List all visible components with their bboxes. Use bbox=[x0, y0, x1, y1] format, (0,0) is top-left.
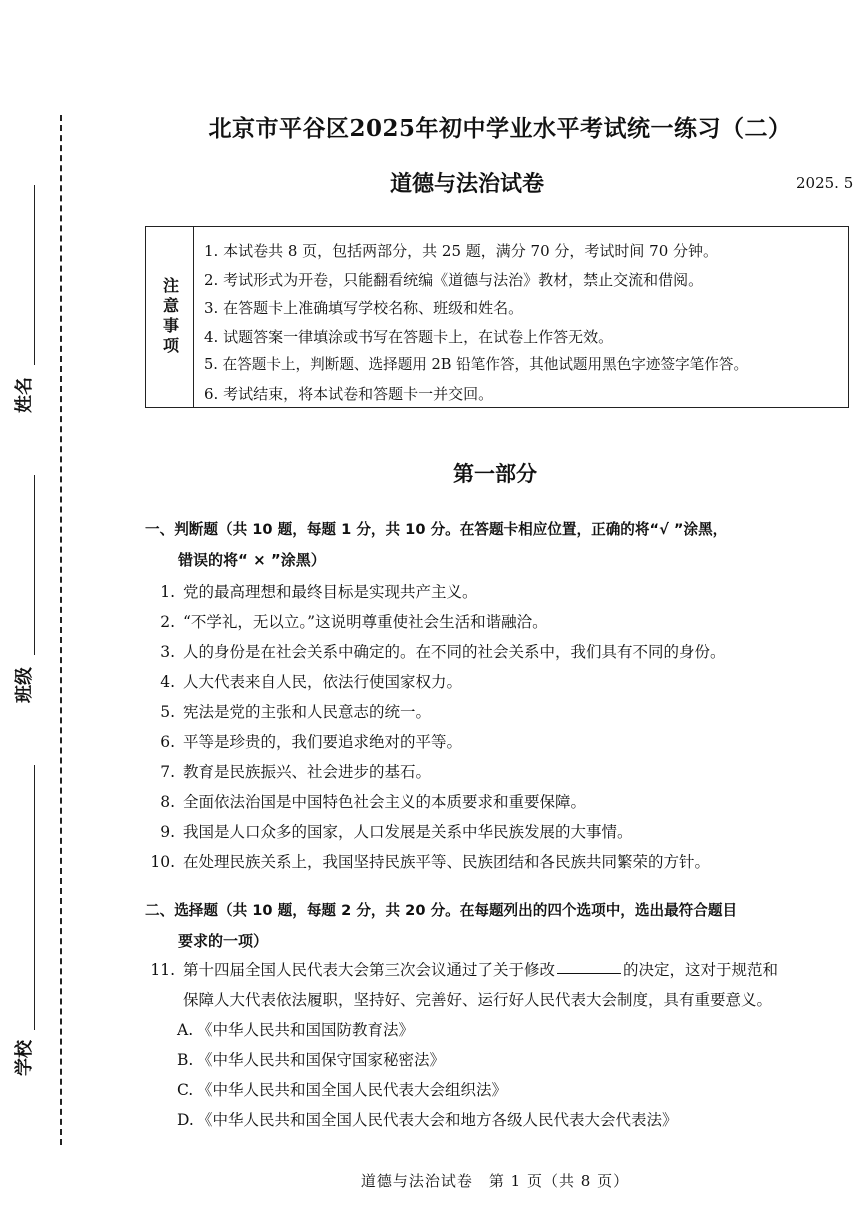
question-11 bbox=[145, 955, 857, 1015]
section2-heading-line2: 要求的一项） bbox=[178, 932, 269, 950]
notice-item: 3. 在答题卡上准确填写学校名称、班级和姓名。 bbox=[204, 299, 524, 318]
school-field-line bbox=[34, 765, 35, 1030]
binding-dashed-line bbox=[60, 115, 62, 1145]
option-b bbox=[177, 1045, 678, 1075]
section2-heading-line1: 二、选择题（共 10 题，每题 2 分，共 20 分。在每题列出的四个选项中，选出最符合题目 bbox=[145, 902, 738, 919]
section1-heading-line2: 错误的将“ × ”涂黑） bbox=[178, 551, 326, 569]
question-item bbox=[145, 667, 855, 697]
notice-item: 5. 在答题卡上，判断题、选择题用 2B 铅笔作答，其他试题用黑色字迹签字笔作答。 bbox=[204, 356, 749, 374]
part-title: 第一部分 bbox=[453, 462, 537, 486]
question-number: 7. bbox=[160, 763, 175, 781]
option-letter: A. bbox=[177, 1021, 194, 1039]
option-text: 《中华人民共和国保守国家秘密法》 bbox=[197, 1051, 446, 1069]
option-letter: C. bbox=[177, 1081, 194, 1099]
question-number: 10. bbox=[150, 853, 175, 871]
question-number: 4. bbox=[160, 673, 175, 691]
notice-item: 2. 考试形式为开卷，只能翻看统编《道德与法治》教材，禁止交流和借阅。 bbox=[204, 270, 704, 289]
question-item bbox=[145, 637, 855, 667]
question-item bbox=[145, 577, 855, 607]
section2-heading bbox=[145, 896, 855, 956]
option-text: 《中华人民共和国全国人民代表大会组织法》 bbox=[197, 1081, 508, 1099]
question-11-options bbox=[177, 1015, 678, 1135]
question-item bbox=[145, 607, 855, 637]
option-d bbox=[177, 1105, 678, 1135]
school-label: 学校 bbox=[14, 1040, 35, 1076]
option-c bbox=[177, 1075, 678, 1105]
notice-heading-cell bbox=[146, 227, 194, 407]
option-letter: D. bbox=[177, 1111, 194, 1129]
question-11-line2: 保障人大代表依法履职，坚持好、完善好、运行好人民代表大会制度，具有重要意义。 bbox=[183, 991, 773, 1009]
question-text: 宪法是党的主张和人民意志的统一。 bbox=[183, 703, 432, 721]
answer-blank bbox=[557, 955, 621, 974]
notice-box bbox=[145, 226, 849, 408]
question-number: 6. bbox=[160, 733, 175, 751]
notice-item: 4. 试题答案一律填涂或书写在答题卡上，在试卷上作答无效。 bbox=[204, 327, 614, 346]
exam-title: 北京市平谷区2025年初中学业水平考试统一练习（二） bbox=[208, 115, 792, 142]
question-text: 党的最高理想和最终目标是实现共产主义。 bbox=[183, 583, 478, 601]
name-field-line bbox=[34, 185, 35, 365]
question-text: “不学礼，无以立。”这说明尊重使社会生活和谐融洽。 bbox=[183, 613, 548, 631]
question-text: 教育是民族振兴、社会进步的基石。 bbox=[183, 763, 432, 781]
question-number: 2. bbox=[160, 613, 175, 631]
question-item bbox=[145, 787, 855, 817]
notice-list bbox=[204, 237, 842, 409]
section1-heading bbox=[145, 515, 855, 575]
question-11-line1 bbox=[145, 955, 857, 985]
question-item bbox=[145, 697, 855, 727]
section1-heading-line1: 一、判断题（共 10 题，每题 1 分，共 10 分。在答题卡相应位置，正确的将“√ ”涂黑， bbox=[145, 521, 728, 538]
page-footer: 道德与法治试卷 第 1 页（共 8 页） bbox=[360, 1172, 630, 1190]
question-number: 1. bbox=[160, 583, 175, 601]
question-number: 11. bbox=[150, 961, 175, 979]
notice-item: 6. 考试结束，将本试卷和答题卡一并交回。 bbox=[204, 384, 494, 403]
option-text: 《中华人民共和国国防教育法》 bbox=[197, 1021, 415, 1039]
notice-heading: 注意事项 bbox=[160, 277, 180, 357]
option-a bbox=[177, 1015, 678, 1045]
question-item bbox=[145, 757, 855, 787]
question-text-after-blank: 的决定，这对于规范和 bbox=[623, 961, 779, 979]
question-text: 人的身份是在社会关系中确定的。在不同的社会关系中，我们具有不同的身份。 bbox=[183, 643, 726, 661]
question-number: 9. bbox=[160, 823, 175, 841]
question-number: 8. bbox=[160, 793, 175, 811]
question-item bbox=[145, 847, 855, 877]
judgment-question-list bbox=[145, 577, 855, 877]
exam-date: 2025. 5 bbox=[796, 174, 854, 192]
exam-subtitle: 道德与法治试卷 bbox=[390, 172, 545, 197]
question-text: 在处理民族关系上，我国坚持民族平等、民族团结和各民族共同繁荣的方针。 bbox=[183, 853, 711, 871]
question-text: 全面依法治国是中国特色社会主义的本质要求和重要保障。 bbox=[183, 793, 587, 811]
question-text-before-blank: 第十四届全国人民代表大会第三次会议通过了关于修改 bbox=[183, 961, 556, 979]
question-text: 人大代表来自人民，依法行使国家权力。 bbox=[183, 673, 463, 691]
class-label: 班级 bbox=[14, 667, 35, 703]
question-text: 平等是珍贵的，我们要追求绝对的平等。 bbox=[183, 733, 463, 751]
class-field-line bbox=[34, 475, 35, 655]
question-item bbox=[145, 727, 855, 757]
option-text: 《中华人民共和国全国人民代表大会和地方各级人民代表大会代表法》 bbox=[197, 1111, 678, 1129]
question-number: 3. bbox=[160, 643, 175, 661]
question-number: 5. bbox=[160, 703, 175, 721]
name-label: 姓名 bbox=[14, 377, 35, 413]
question-item bbox=[145, 817, 855, 847]
notice-item: 1. 本试卷共 8 页，包括两部分，共 25 题，满分 70 分，考试时间 70 分钟。 bbox=[204, 242, 719, 260]
option-letter: B. bbox=[177, 1051, 194, 1069]
question-text: 我国是人口众多的国家，人口发展是关系中华民族发展的大事情。 bbox=[183, 823, 633, 841]
